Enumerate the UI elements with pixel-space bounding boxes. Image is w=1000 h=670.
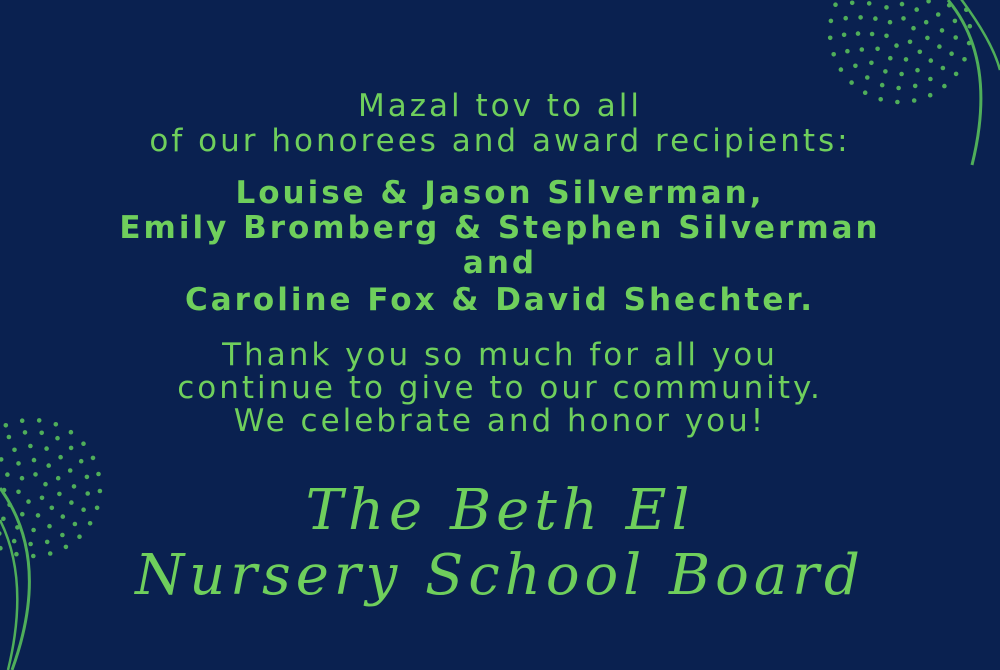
decorative-dot <box>865 75 870 80</box>
decorative-dot <box>5 472 10 477</box>
decorative-dot <box>941 66 946 71</box>
decorative-dot <box>867 1 872 6</box>
decorative-dot <box>954 72 959 77</box>
decorative-dot <box>845 49 850 54</box>
decorative-dot <box>914 7 919 12</box>
decorative-dot <box>880 83 885 88</box>
decorative-dot <box>853 64 858 69</box>
decorative-dot <box>894 43 899 48</box>
decorative-dot <box>91 456 96 461</box>
decorative-dot <box>33 472 38 477</box>
intro-line-2: of our honorees and award recipients: <box>149 123 851 159</box>
decorative-dot <box>968 24 973 29</box>
decorative-dot <box>81 441 86 446</box>
decorative-dot <box>79 459 84 464</box>
honoree-line-1: Louise & Jason Silverman, <box>235 175 765 211</box>
decorative-dot <box>28 444 33 449</box>
decorative-dot <box>888 20 893 25</box>
decorative-dot <box>833 2 838 7</box>
decorative-dot <box>925 36 930 41</box>
decorative-dot <box>856 31 861 36</box>
honoree-line-3: Caroline Fox & David Shechter. <box>184 282 816 318</box>
decorative-dot <box>829 19 834 24</box>
decorative-dot <box>915 68 920 73</box>
decorative-dot <box>839 67 844 72</box>
decorative-dot <box>831 52 836 57</box>
signature-line-2: Nursery School Board <box>135 543 865 608</box>
decorative-dot <box>899 72 904 77</box>
decorative-dot <box>46 463 51 468</box>
decorative-dot <box>918 50 923 55</box>
decorative-dot <box>860 47 865 52</box>
decorative-dot <box>69 446 74 451</box>
decorative-dot <box>16 461 21 466</box>
decorative-dot <box>929 58 934 63</box>
decorative-dot <box>949 51 954 56</box>
decorative-dot <box>900 2 905 7</box>
thanks-line-2: continue to give to our community. <box>177 370 823 406</box>
decorative-dot <box>32 458 37 463</box>
honoree-line-2: Emily Bromberg & Stephen Silverman <box>119 210 881 246</box>
decorative-dot <box>58 455 63 460</box>
decorative-dot <box>873 16 878 21</box>
signature-line-1: The Beth El <box>305 478 695 543</box>
decorative-dot <box>926 0 931 4</box>
decorative-dot <box>843 16 848 21</box>
decorative-dot <box>96 472 101 477</box>
decorative-dot <box>870 32 875 37</box>
decorative-dot <box>911 26 916 31</box>
decorative-dot <box>883 69 888 74</box>
honoree-connector: and <box>462 245 538 281</box>
decorative-dot <box>0 457 4 462</box>
decorative-dot <box>842 33 847 38</box>
decorative-dot <box>849 80 854 85</box>
thanks-line-1: Thank you so much for all you <box>222 337 778 373</box>
thanks-line-3: We celebrate and honor you! <box>233 403 767 439</box>
decorative-dot <box>953 19 958 24</box>
decorative-dot <box>858 15 863 20</box>
decorative-dot <box>869 61 874 66</box>
decorative-dot <box>901 16 906 21</box>
decorative-dot <box>44 446 49 451</box>
decorative-dot <box>828 36 833 41</box>
decorative-dot <box>12 448 17 453</box>
intro-line-1: Mazal tov to all <box>358 88 642 124</box>
decorative-dot <box>953 35 958 40</box>
decorative-dot <box>924 20 929 25</box>
decorative-dot <box>937 44 942 49</box>
decorative-dot <box>940 28 945 33</box>
decorative-dot <box>962 57 967 62</box>
decorative-dot <box>908 40 913 45</box>
decorative-dot <box>904 57 909 62</box>
decorative-dot <box>850 1 855 6</box>
decorative-dot <box>928 77 933 82</box>
decorative-dot <box>884 5 889 10</box>
decorative-dot <box>875 47 880 52</box>
decorative-dot <box>888 56 893 61</box>
decorative-dot <box>936 12 941 17</box>
decorative-dot <box>884 34 889 39</box>
decorative-dot <box>68 468 73 473</box>
